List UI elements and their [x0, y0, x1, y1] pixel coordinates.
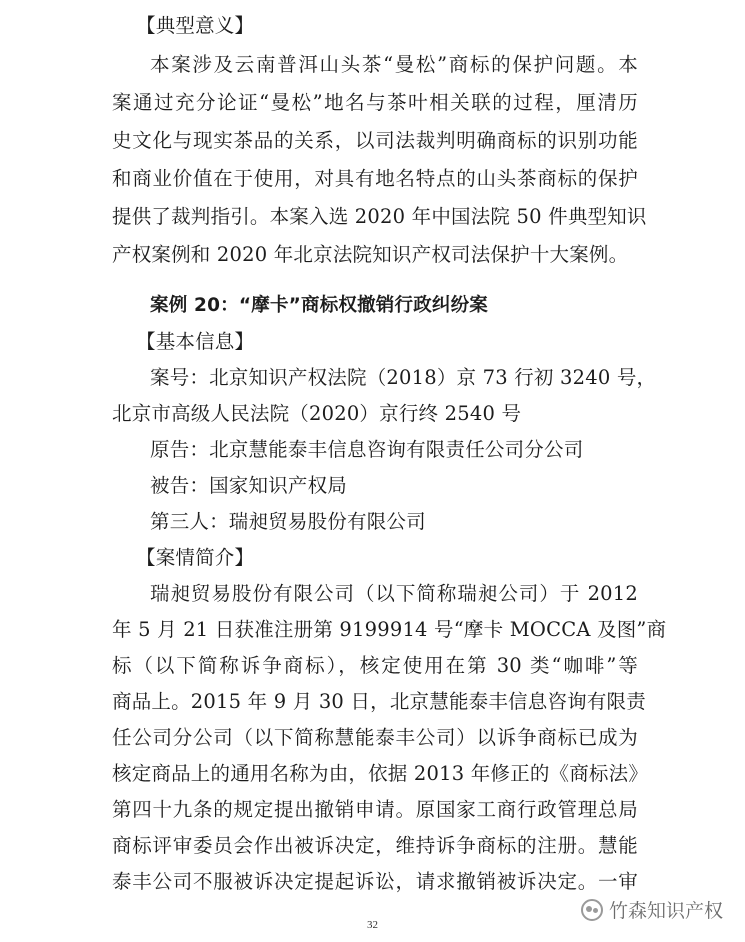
defendant-line: 被告：国家知识产权局 — [150, 474, 348, 497]
paragraph-line: 标（以下简称诉争商标），核定使用在第 30 类“咖啡”等 — [112, 654, 638, 677]
plaintiff-line: 原告：北京慧能泰丰信息咨询有限责任公司分公司 — [150, 438, 584, 461]
paragraph-line: 年 5 月 21 日获准注册第 9199914 号“摩卡 MOCCA 及图”商 — [112, 618, 667, 641]
paragraph-line: 史文化与现实茶品的关系，以司法裁判明确商标的识别功能 — [112, 129, 638, 152]
case-number-line: 案号：北京知识产权法院（2018）京 73 行初 3240 号， — [150, 366, 657, 389]
paragraph-line: 瑞昶贸易股份有限公司（以下简称瑞昶公司）于 2012 — [150, 582, 638, 605]
heading-basic-info: 【基本信息】 — [136, 330, 255, 353]
wechat-icon — [581, 899, 603, 921]
paragraph-line: 商品上。2015 年 9 月 30 日，北京慧能泰丰信息咨询有限责 — [112, 690, 646, 713]
heading-typical-significance: 【典型意义】 — [136, 14, 255, 37]
watermark — [581, 896, 723, 923]
paragraph-line: 泰丰公司不服被诉决定提起诉讼，请求撤销被诉决定。一审 — [112, 870, 638, 893]
page-number: 32 — [367, 919, 378, 931]
watermark-text: 竹森知识产权 — [608, 900, 723, 922]
paragraph-line: 任公司分公司（以下简称慧能泰丰公司）以诉争商标已成为 — [112, 726, 638, 749]
heading-case-summary: 【案情简介】 — [136, 546, 255, 569]
paragraph-line: 第四十九条的规定提出撤销申请。原国家工商行政管理总局 — [112, 798, 638, 821]
paragraph-line: 产权案例和 2020 年北京法院知识产权司法保护十大案例。 — [112, 243, 629, 266]
paragraph-line: 商标评审委员会作出被诉决定，维持诉争商标的注册。慧能 — [112, 834, 638, 857]
paragraph-line: 本案涉及云南普洱山头茶“曼松”商标的保护问题。本 — [150, 53, 638, 76]
case-title: 案例 20：“摩卡”商标权撤销行政纠纷案 — [150, 295, 489, 316]
case-number-line: 北京市高级人民法院（2020）京行终 2540 号 — [112, 402, 522, 425]
paragraph-line: 和商业价值在于使用，对具有地名特点的山头茶商标的保护 — [112, 167, 638, 190]
paragraph-line: 核定商品上的通用名称为由，依据 2013 年修正的《商标法》 — [112, 762, 649, 785]
third-party-line: 第三人：瑞昶贸易股份有限公司 — [150, 510, 426, 533]
paragraph-line: 提供了裁判指引。本案入选 2020 年中国法院 50 件典型知识 — [112, 205, 647, 228]
paragraph-line: 案通过充分论证“曼松”地名与茶叶相关联的过程，厘清历 — [112, 91, 638, 114]
